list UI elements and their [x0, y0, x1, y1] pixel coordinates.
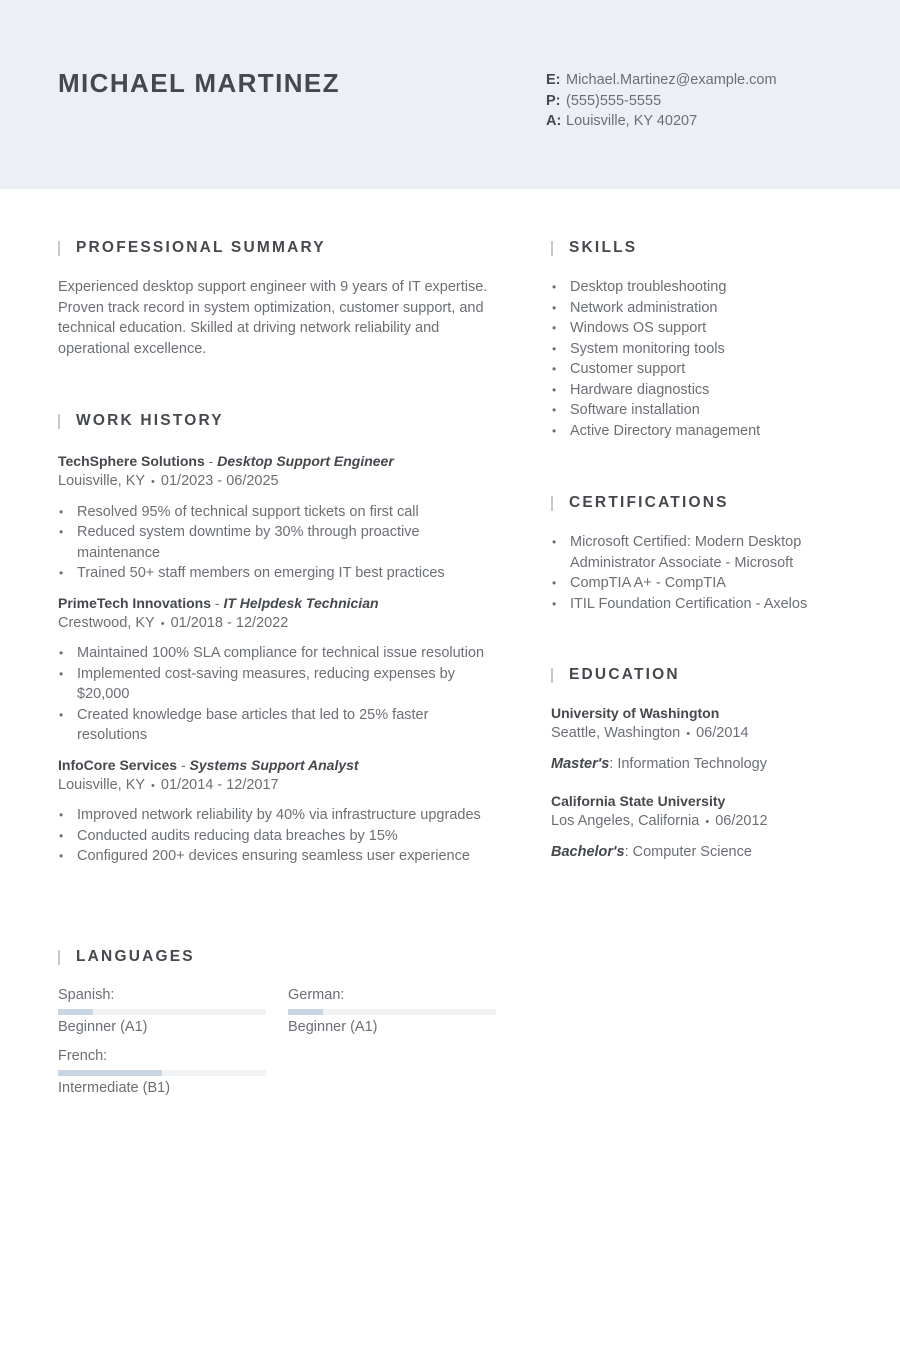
certifications-section	[551, 493, 816, 614]
bullet-separator: •	[151, 476, 155, 488]
education-heading	[551, 665, 851, 685]
contact-address-label: A:	[546, 113, 562, 129]
education-field: : Information Technology	[609, 755, 767, 772]
job-dates: 01/2023 - 06/2025	[160, 473, 279, 489]
skill-item: • Software installation	[551, 400, 851, 421]
section-marker	[58, 414, 60, 429]
education-entry	[551, 791, 851, 862]
job-separator: -	[204, 453, 218, 469]
certifications-list	[551, 532, 816, 614]
contact-email	[546, 70, 777, 91]
work-history-heading	[58, 411, 488, 431]
education-meta	[551, 723, 851, 745]
language-level: Beginner (A1)	[288, 1019, 378, 1035]
job-meta	[58, 775, 488, 797]
education-heading-text: EDUCATION	[569, 666, 680, 683]
education-section	[551, 665, 851, 862]
skills-heading-text: SKILLS	[569, 239, 638, 256]
skill-item: • Customer support	[551, 359, 851, 380]
job-separator: -	[211, 594, 224, 611]
education-date: 06/2014	[696, 725, 749, 741]
job-entry	[58, 451, 488, 584]
contact-address-value: Louisville, KY 40207	[566, 113, 698, 129]
summary-heading	[58, 238, 488, 258]
language-bar-track	[288, 1009, 496, 1015]
language-bar-fill	[58, 1009, 93, 1015]
job-title	[58, 755, 488, 775]
bullet-separator: •	[705, 816, 710, 828]
work-history-heading-text: WORK HISTORY	[76, 412, 224, 429]
contact-address	[546, 111, 777, 132]
languages-section	[58, 947, 498, 1107]
job-bullets	[58, 805, 488, 867]
certifications-heading-text: CERTIFICATIONS	[569, 494, 729, 511]
contact-email-value[interactable]: Michael.Martinez@example.com	[566, 72, 777, 88]
education-entry	[551, 703, 851, 774]
job-bullets	[58, 643, 488, 746]
skill-item: • Network administration	[551, 298, 851, 319]
job-bullet: • Conducted audits reducing data breaches by 15%	[58, 826, 488, 847]
candidate-name: MICHAEL MARTINEZ	[58, 68, 340, 98]
language-level: Intermediate (B1)	[58, 1080, 171, 1096]
job-title	[58, 451, 488, 471]
job-meta	[58, 613, 488, 635]
language-item	[58, 985, 266, 1037]
certification-item: • CompTIA A+ - CompTIA	[551, 573, 816, 594]
bullet-separator: •	[151, 779, 155, 792]
job-company: InfoCore Services	[58, 756, 178, 773]
job-company: PrimeTech Innovations	[58, 594, 211, 611]
education-field: : Computer Science	[624, 843, 752, 860]
education-degree-type: Master's	[551, 755, 610, 772]
contact-info	[546, 70, 777, 132]
job-entry	[58, 593, 488, 746]
contact-phone-label: P:	[546, 92, 561, 109]
languages-heading	[58, 947, 498, 967]
skill-item: • System monitoring tools	[551, 339, 851, 360]
language-bar-track	[58, 1070, 266, 1076]
education-location: Seattle, Washington	[551, 725, 681, 741]
certification-item: • Microsoft Certified: Modern Desktop Administrator Associate - Microsoft	[551, 532, 816, 573]
education-date: 06/2012	[715, 813, 768, 829]
skills-list	[551, 277, 851, 441]
education-meta	[551, 811, 851, 833]
job-role: Desktop Support Engineer	[217, 453, 394, 469]
job-dates: 01/2018 - 12/2022	[170, 614, 289, 631]
job-location: Crestwood, KY	[58, 614, 155, 631]
job-bullet: • Resolved 95% of technical support tickets on first call	[58, 502, 488, 523]
certifications-heading	[551, 493, 816, 513]
section-marker	[551, 668, 553, 683]
summary-section	[58, 238, 488, 359]
language-level: Beginner (A1)	[58, 1019, 148, 1035]
job-meta	[58, 471, 488, 493]
job-bullet: • Configured 200+ devices ensuring seamless user experience	[58, 846, 488, 867]
job-bullet: • Implemented cost-saving measures, reducing expenses by $20,000	[58, 664, 488, 705]
header-band	[0, 0, 900, 189]
job-location: Louisville, KY	[58, 473, 146, 489]
summary-text: Experienced desktop support engineer with 9 years of IT expertise. Proven track record in system optimization, customer support, and technical education. Skilled at driving network reliability and operational excellence.	[58, 279, 488, 357]
skills-section	[551, 238, 851, 441]
education-school: University of Washington	[551, 705, 720, 721]
section-marker	[58, 241, 60, 256]
job-location: Louisville, KY	[58, 776, 146, 793]
job-separator: -	[177, 756, 190, 773]
skill-item: • Windows OS support	[551, 318, 851, 339]
work-history-section	[58, 411, 488, 867]
language-name: Spanish:	[58, 987, 115, 1003]
job-bullet: • Created knowledge base articles that led to 25% faster resolutions	[58, 705, 488, 746]
language-bar-fill	[288, 1009, 323, 1015]
certification-item: • ITIL Foundation Certification - Axelos	[551, 594, 816, 615]
language-item	[58, 1046, 266, 1098]
skill-item: • Active Directory management	[551, 421, 851, 442]
skill-item: • Desktop troubleshooting	[551, 277, 851, 298]
section-marker	[551, 241, 553, 256]
job-bullet: • Reduced system downtime by 30% through proactive maintenance	[58, 522, 488, 563]
job-bullet: • Improved network reliability by 40% via infrastructure upgrades	[58, 805, 488, 826]
education-degree-type: Bachelor's	[551, 843, 625, 860]
language-item	[288, 985, 496, 1037]
education-degree	[551, 754, 851, 775]
section-marker	[551, 496, 553, 511]
education-location: Los Angeles, California	[551, 813, 700, 829]
job-dates: 01/2014 - 12/2017	[160, 776, 279, 793]
job-role: IT Helpdesk Technician	[223, 594, 379, 611]
job-bullets	[58, 502, 488, 584]
language-name: French:	[58, 1048, 108, 1064]
job-entry	[58, 755, 488, 867]
job-role: Systems Support Analyst	[189, 756, 359, 773]
bullet-separator: •	[686, 728, 691, 740]
summary-heading-text: PROFESSIONAL SUMMARY	[76, 239, 326, 256]
job-bullet: • Maintained 100% SLA compliance for technical issue resolution	[58, 643, 488, 664]
language-bar-fill	[58, 1070, 162, 1076]
job-bullet: • Trained 50+ staff members on emerging IT best practices	[58, 563, 488, 584]
language-name: German:	[288, 987, 345, 1003]
skill-item: • Hardware diagnostics	[551, 380, 851, 401]
contact-phone-value[interactable]: (555)555-5555	[566, 92, 662, 109]
skills-heading	[551, 238, 851, 258]
job-company: TechSphere Solutions	[58, 453, 205, 469]
section-marker	[58, 950, 60, 965]
bullet-separator: •	[160, 617, 165, 630]
languages-heading-text: LANGUAGES	[76, 948, 195, 965]
language-bar-track	[58, 1009, 266, 1015]
job-title	[58, 593, 488, 613]
education-degree	[551, 842, 851, 863]
education-school: California State University	[551, 793, 726, 809]
contact-phone	[546, 91, 777, 112]
contact-email-label: E:	[546, 72, 561, 88]
